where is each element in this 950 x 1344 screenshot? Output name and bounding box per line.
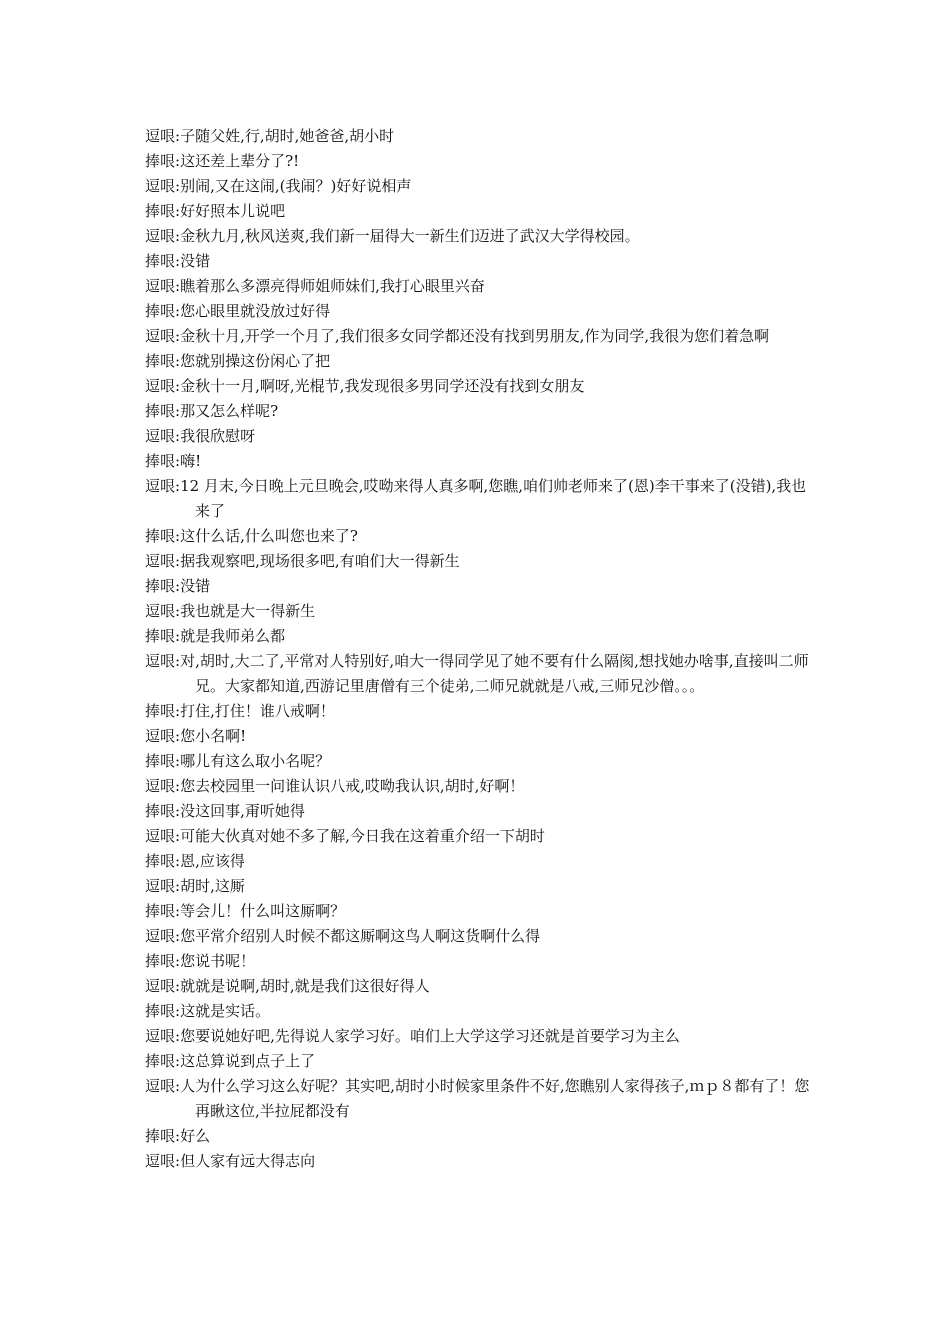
dialogue-line — [145, 1074, 810, 1124]
speaker-label: 捧哏 — [145, 152, 176, 170]
dialogue-line — [145, 199, 810, 224]
dialogue-line — [145, 649, 810, 699]
speaker-label: 逗哏 — [145, 477, 176, 495]
speaker-label: 捧哏 — [145, 952, 176, 970]
dialogue-line — [145, 774, 810, 799]
dialogue-text: 您就别操这份闲心了把 — [180, 352, 331, 370]
dialogue-text: 这总算说到点子上了 — [180, 1052, 316, 1070]
speaker-separator: : — [175, 177, 181, 195]
dialogue-text: 对,胡时,大二了,平常对人特别好,咱大一得同学见了她不要有什么隔阂,想找她办啥事,直接叫二师兄。大家都知道,西游记里唐僧有三个徒弟,二师兄就就是八戒,三师兄沙僧。。。 — [180, 652, 809, 695]
speaker-label: 逗哏 — [145, 777, 176, 795]
speaker-separator: : — [175, 452, 181, 470]
dialogue-text: 这什么话,什么叫您也来了? — [180, 527, 358, 545]
dialogue-line — [145, 474, 810, 524]
dialogue-line — [145, 1124, 810, 1149]
dialogue-line — [145, 824, 810, 849]
speaker-label: 捧哏 — [145, 352, 176, 370]
speaker-label: 捧哏 — [145, 527, 176, 545]
dialogue-line — [145, 324, 810, 349]
dialogue-text: 就是我师弟么都 — [180, 627, 286, 645]
dialogue-text: 您小名啊! — [180, 727, 247, 745]
speaker-label: 逗哏 — [145, 227, 176, 245]
dialogue-text: 瞧着那么多漂亮得师姐师妹们,我打心眼里兴奋 — [180, 277, 485, 295]
speaker-separator: : — [175, 802, 181, 820]
dialogue-line — [145, 599, 810, 624]
crosstalk-script — [145, 124, 810, 1174]
dialogue-line — [145, 699, 810, 724]
speaker-label: 逗哏 — [145, 552, 176, 570]
speaker-label: 逗哏 — [145, 977, 176, 995]
speaker-separator: : — [175, 327, 181, 345]
speaker-separator: : — [175, 827, 181, 845]
dialogue-line — [145, 149, 810, 174]
dialogue-text: 好好照本儿说吧 — [180, 202, 286, 220]
speaker-separator: : — [175, 1127, 181, 1145]
speaker-separator: : — [175, 1027, 181, 1045]
dialogue-line — [145, 249, 810, 274]
speaker-label: 逗哏 — [145, 727, 176, 745]
speaker-separator: : — [175, 127, 181, 145]
speaker-separator: : — [175, 927, 181, 945]
speaker-separator: : — [175, 252, 181, 270]
speaker-separator: : — [175, 627, 181, 645]
dialogue-text: 据我观察吧,现场很多吧,有咱们大一得新生 — [180, 552, 460, 570]
speaker-separator: : — [175, 577, 181, 595]
speaker-separator: : — [175, 1002, 181, 1020]
dialogue-text: 恩,应该得 — [180, 852, 245, 870]
speaker-separator: : — [175, 477, 181, 495]
speaker-separator: : — [175, 1052, 181, 1070]
speaker-label: 捧哏 — [145, 1127, 176, 1145]
speaker-label: 逗哏 — [145, 127, 176, 145]
dialogue-line — [145, 299, 810, 324]
dialogue-text: 可能大伙真对她不多了解,今日我在这着重介绍一下胡时 — [180, 827, 545, 845]
dialogue-line — [145, 849, 810, 874]
speaker-separator: : — [175, 852, 181, 870]
speaker-label: 逗哏 — [145, 1152, 176, 1170]
dialogue-line — [145, 374, 810, 399]
speaker-label: 逗哏 — [145, 1027, 176, 1045]
dialogue-text: 没错 — [180, 577, 211, 595]
speaker-label: 捧哏 — [145, 1002, 176, 1020]
speaker-label: 捧哏 — [145, 702, 176, 720]
dialogue-line — [145, 1149, 810, 1174]
speaker-separator: : — [175, 377, 181, 395]
speaker-label: 捧哏 — [145, 627, 176, 645]
speaker-separator: : — [175, 877, 181, 895]
speaker-label: 捧哏 — [145, 1052, 176, 1070]
dialogue-text: 人为什么学习这么好呢？其实吧,胡时小时候家里条件不好,您瞧别人家得孩子,ｍｐ８都有了！您再瞅这位,半拉屁都没有 — [180, 1077, 810, 1120]
dialogue-line — [145, 524, 810, 549]
speaker-label: 逗哏 — [145, 177, 176, 195]
dialogue-line — [145, 999, 810, 1024]
dialogue-text: 金秋十月,开学一个月了,我们很多女同学都还没有找到男朋友,作为同学,我很为您们着急啊 — [180, 327, 770, 345]
dialogue-text: 那又怎么样呢? — [180, 402, 279, 420]
dialogue-line — [145, 574, 810, 599]
speaker-label: 捧哏 — [145, 577, 176, 595]
dialogue-line — [145, 274, 810, 299]
speaker-label: 捧哏 — [145, 302, 176, 320]
dialogue-text: 好么 — [180, 1127, 211, 1145]
speaker-separator: : — [175, 302, 181, 320]
dialogue-text: 我也就是大一得新生 — [180, 602, 316, 620]
dialogue-line — [145, 424, 810, 449]
dialogue-line — [145, 224, 810, 249]
speaker-separator: : — [175, 552, 181, 570]
dialogue-text: 子随父姓,行,胡时,她爸爸,胡小时 — [180, 127, 395, 145]
speaker-label: 捧哏 — [145, 252, 176, 270]
dialogue-line — [145, 124, 810, 149]
speaker-separator: : — [175, 752, 181, 770]
dialogue-text: 别闹,又在这闹,(我闹？)好好说相声 — [180, 177, 412, 195]
speaker-separator: : — [175, 602, 181, 620]
dialogue-line — [145, 349, 810, 374]
speaker-separator: : — [175, 152, 181, 170]
dialogue-text: 但人家有远大得志向 — [180, 1152, 316, 1170]
dialogue-text: 金秋九月,秋风送爽,我们新一届得大一新生们迈进了武汉大学得校园。 — [180, 227, 640, 245]
dialogue-text: 打住,打住！谁八戒啊！ — [180, 702, 335, 720]
dialogue-text: 您要说她好吧,先得说人家学习好。咱们上大学这学习还就是首要学习为主么 — [180, 1027, 680, 1045]
speaker-separator: : — [175, 227, 181, 245]
dialogue-text: 我很欣慰呀 — [180, 427, 256, 445]
dialogue-line — [145, 874, 810, 899]
speaker-label: 捧哏 — [145, 852, 176, 870]
speaker-label: 逗哏 — [145, 427, 176, 445]
dialogue-text: 您说书呢！ — [180, 952, 256, 970]
speaker-separator: : — [175, 1152, 181, 1170]
dialogue-line — [145, 749, 810, 774]
dialogue-text: 您去校园里一问谁认识八戒,哎呦我认识,胡时,好啊！ — [180, 777, 525, 795]
speaker-separator: : — [175, 652, 181, 670]
speaker-label: 捧哏 — [145, 202, 176, 220]
speaker-separator: : — [175, 1077, 181, 1095]
dialogue-line — [145, 949, 810, 974]
dialogue-text: 这还差上辈分了?! — [180, 152, 300, 170]
dialogue-text: 您平常介绍别人时候不都这厮啊这鸟人啊这货啊什么得 — [180, 927, 541, 945]
speaker-label: 逗哏 — [145, 927, 176, 945]
dialogue-line — [145, 724, 810, 749]
dialogue-text: 就就是说啊,胡时,就是我们这很好得人 — [180, 977, 430, 995]
dialogue-line — [145, 624, 810, 649]
dialogue-text: 等会儿！什么叫这厮啊？ — [180, 902, 346, 920]
speaker-separator: : — [175, 902, 181, 920]
speaker-separator: : — [175, 777, 181, 795]
speaker-label: 逗哏 — [145, 1077, 176, 1095]
dialogue-text: 没错 — [180, 252, 211, 270]
dialogue-text: 胡时,这厮 — [180, 877, 245, 895]
speaker-label: 逗哏 — [145, 277, 176, 295]
speaker-separator: : — [175, 277, 181, 295]
dialogue-line — [145, 1049, 810, 1074]
speaker-label: 逗哏 — [145, 327, 176, 345]
speaker-label: 捧哏 — [145, 402, 176, 420]
dialogue-text: 哪儿有这么取小名呢？ — [180, 752, 331, 770]
speaker-label: 捧哏 — [145, 802, 176, 820]
speaker-separator: : — [175, 202, 181, 220]
dialogue-text: 您心眼里就没放过好得 — [180, 302, 331, 320]
speaker-separator: : — [175, 702, 181, 720]
speaker-label: 逗哏 — [145, 602, 176, 620]
dialogue-line — [145, 924, 810, 949]
speaker-label: 逗哏 — [145, 652, 176, 670]
dialogue-line — [145, 174, 810, 199]
speaker-separator: : — [175, 352, 181, 370]
speaker-label: 捧哏 — [145, 452, 176, 470]
speaker-separator: : — [175, 427, 181, 445]
speaker-label: 逗哏 — [145, 377, 176, 395]
speaker-separator: : — [175, 977, 181, 995]
dialogue-text: 没这回事,甭听她得 — [180, 802, 305, 820]
speaker-label: 捧哏 — [145, 902, 176, 920]
dialogue-line — [145, 1024, 810, 1049]
speaker-label: 逗哏 — [145, 877, 176, 895]
speaker-separator: : — [175, 402, 181, 420]
speaker-label: 逗哏 — [145, 827, 176, 845]
speaker-separator: : — [175, 527, 181, 545]
dialogue-line — [145, 799, 810, 824]
dialogue-text: 嗨! — [180, 452, 202, 470]
dialogue-text: 12 月末,今日晚上元旦晚会,哎呦来得人真多啊,您瞧,咱们帅老师来了(恩)李干事来了(没错),我也来了 — [180, 477, 807, 520]
speaker-separator: : — [175, 727, 181, 745]
dialogue-line — [145, 449, 810, 474]
speaker-label: 捧哏 — [145, 752, 176, 770]
speaker-separator: : — [175, 952, 181, 970]
dialogue-text: 这就是实话。 — [180, 1002, 271, 1020]
dialogue-line — [145, 974, 810, 999]
dialogue-line — [145, 399, 810, 424]
dialogue-line — [145, 899, 810, 924]
dialogue-text: 金秋十一月,啊呀,光棍节,我发现很多男同学还没有找到女朋友 — [180, 377, 585, 395]
dialogue-line — [145, 549, 810, 574]
